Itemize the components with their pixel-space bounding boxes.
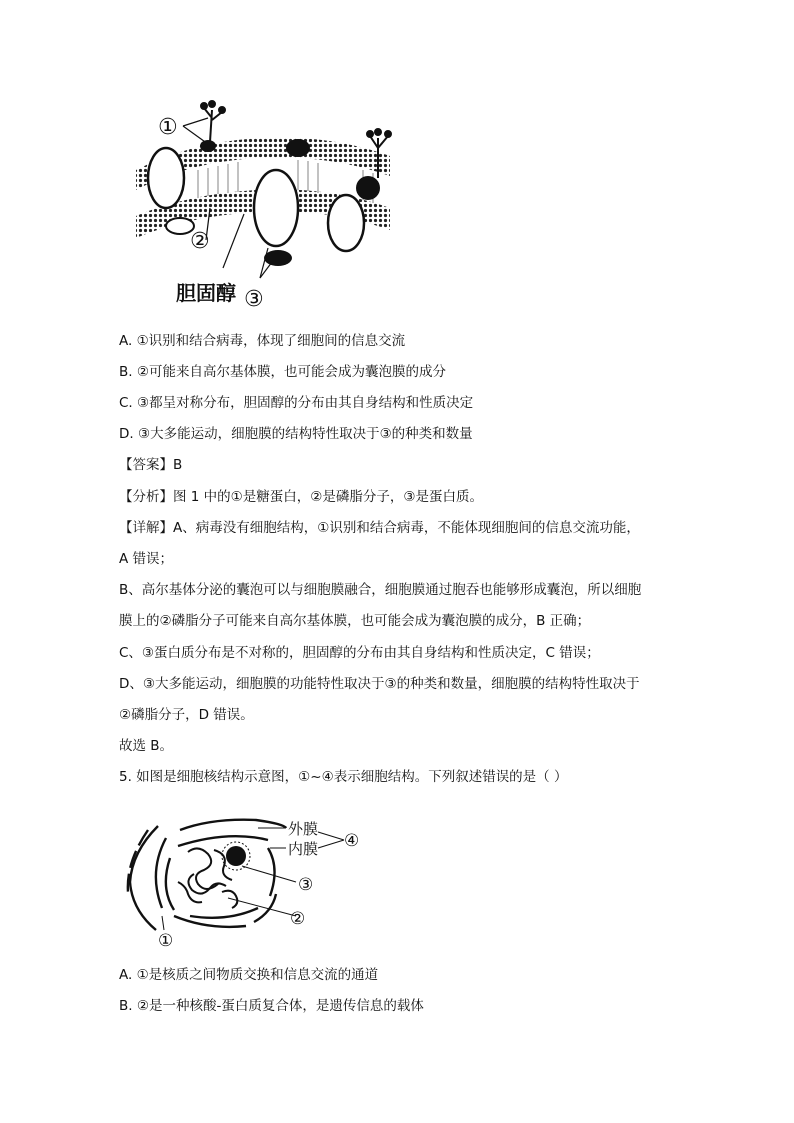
- detail-line: D、③大多能运动，细胞膜的功能特性取决于③的种类和数量，细胞膜的结构特性取决于: [119, 676, 640, 692]
- fig2-label-4: ④: [344, 831, 360, 851]
- fig2-inner-membrane-label: 内膜: [288, 840, 319, 858]
- q4-option-c: C. ③都呈对称分布，胆固醇的分布由其自身结构和性质决定: [119, 395, 474, 411]
- detail-line: 【详解】A、病毒没有细胞结构，①识别和结合病毒，不能体现细胞间的信息交流功能，: [119, 520, 640, 536]
- q4-option-a: A. ①识别和结合病毒，体现了细胞间的信息交流: [119, 333, 406, 349]
- fig1-label-3: ③: [244, 287, 264, 312]
- detail-line: 膜上的②磷脂分子可能来自高尔基体膜，也可能会成为囊泡膜的成分，B 正确；: [119, 613, 591, 629]
- detail-line: B、高尔基体分泌的囊泡可以与细胞膜融合，细胞膜通过胞吞也能够形成囊泡，所以细胞: [119, 582, 642, 598]
- q5-option-b: B. ②是一种核酸-蛋白质复合体，是遗传信息的载体: [119, 998, 424, 1014]
- fig2-outer-membrane-label: 外膜: [288, 820, 319, 838]
- analysis: 【分析】图 1 中的①是糖蛋白，②是磷脂分子，③是蛋白质。: [119, 489, 483, 505]
- conclusion: 故选 B。: [119, 738, 174, 754]
- fig1-label-1: ①: [158, 115, 178, 140]
- fig1-label-2: ②: [190, 229, 210, 254]
- detail-line: A 错误；: [119, 551, 174, 567]
- q4-option-b: B. ②可能来自高尔基体膜，也可能会成为囊泡膜的成分: [119, 364, 446, 380]
- detail-line: ②磷脂分子，D 错误。: [119, 707, 254, 723]
- fig2-label-3: ③: [298, 875, 314, 895]
- fig2-label-2: ②: [290, 909, 306, 929]
- membrane-figure: [128, 98, 394, 320]
- nucleus-figure: [118, 812, 368, 950]
- q4-option-d: D. ③大多能运动，细胞膜的结构特性取决于③的种类和数量: [119, 426, 473, 442]
- fig1-cholesterol-label: 胆固醇: [176, 281, 236, 305]
- detail-line: C、③蛋白质分布是不对称的，胆固醇的分布由其自身结构和性质决定，C 错误；: [119, 645, 600, 661]
- answer: 【答案】B: [119, 457, 183, 473]
- fig2-label-1: ①: [158, 931, 174, 950]
- q5-option-a: A. ①是核质之间物质交换和信息交流的通道: [119, 967, 379, 983]
- q5-stem: 5. 如图是细胞核结构示意图，①~④表示细胞结构。下列叙述错误的是（ ）: [119, 769, 568, 785]
